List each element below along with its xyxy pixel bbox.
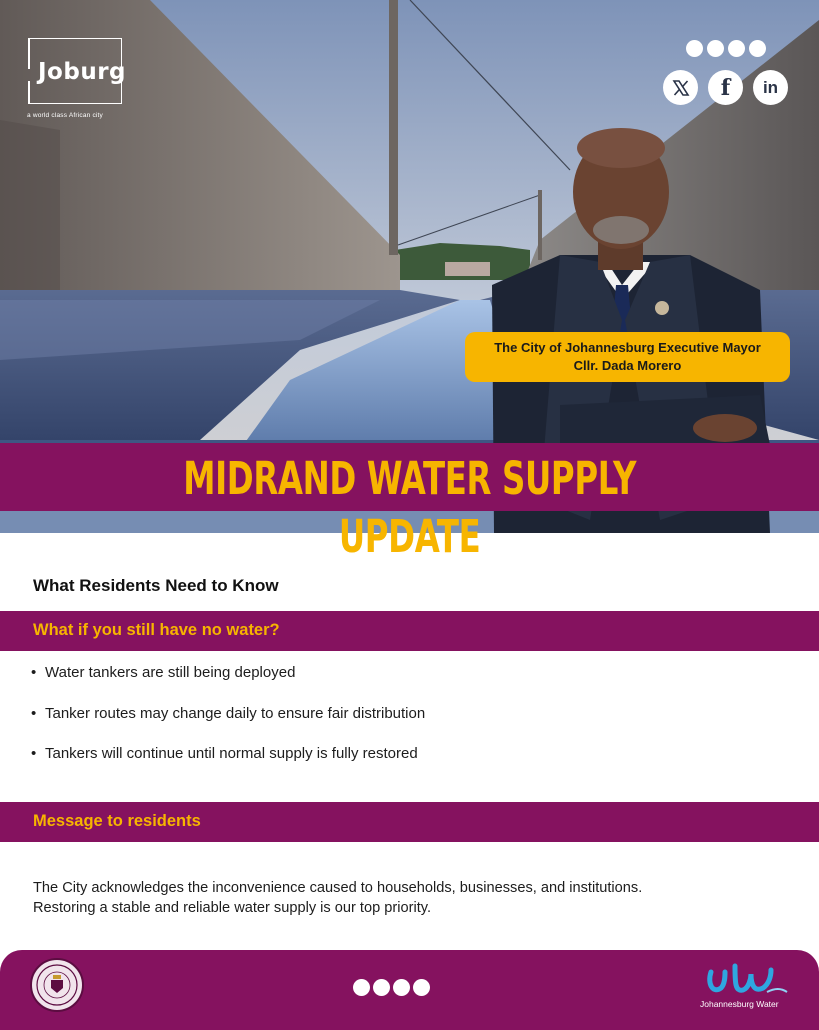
- mayor-name: Cllr. Dada Morero: [573, 358, 682, 373]
- executive-mayor-seal-icon: [30, 958, 84, 1012]
- decorative-dots-top: [686, 40, 766, 57]
- page-title: MIDRAND WATER SUPPLY UPDATE: [183, 452, 637, 563]
- joburg-logo-text: Joburg: [38, 59, 127, 85]
- dot-icon: [707, 40, 724, 57]
- bullet-text: Tanker routes may change daily to ensure fair distribution: [45, 705, 426, 722]
- johannesburg-water-label: Johannesburg Water: [700, 999, 779, 1009]
- dot-icon: [728, 40, 745, 57]
- message-body: [33, 878, 793, 918]
- johannesburg-water-logo-icon: [705, 962, 789, 1000]
- seal-emblem-icon: [32, 960, 82, 1010]
- list-item: [31, 705, 425, 722]
- bullet-text: Tankers will continue until normal supply is fully restored: [45, 745, 418, 762]
- mayor-caption: [465, 332, 790, 382]
- dot-icon: [413, 979, 430, 996]
- bullet-icon: •: [31, 745, 37, 762]
- no-water-heading: What if you still have no water?: [33, 621, 280, 639]
- joburg-logo: [28, 38, 127, 104]
- bullet-icon: •: [31, 664, 37, 681]
- list-item: [31, 745, 418, 762]
- dot-icon: [393, 979, 410, 996]
- mayor-title: The City of Johannesburg Executive Mayor: [494, 340, 761, 355]
- list-item: [31, 664, 295, 681]
- bullet-text: Water tankers are still being deployed: [45, 664, 296, 681]
- dot-icon: [373, 979, 390, 996]
- dot-icon: [686, 40, 703, 57]
- bullet-icon: •: [31, 705, 37, 722]
- x-twitter-icon[interactable]: [663, 70, 698, 105]
- facebook-icon[interactable]: f: [708, 70, 743, 105]
- dot-icon: [749, 40, 766, 57]
- message-heading: Message to residents: [33, 812, 201, 830]
- dot-icon: [353, 979, 370, 996]
- x-logo-icon: [672, 79, 690, 97]
- message-line: The City acknowledges the inconvenience caused to households, businesses, and institutions.: [33, 880, 643, 896]
- message-line: Restoring a stable and reliable water supply is our top priority.: [33, 900, 432, 916]
- decorative-dots-bottom: [353, 979, 430, 996]
- linkedin-icon[interactable]: in: [753, 70, 788, 105]
- section-heading: What Residents Need to Know: [33, 576, 279, 595]
- joburg-tagline: a world class African city: [27, 112, 104, 119]
